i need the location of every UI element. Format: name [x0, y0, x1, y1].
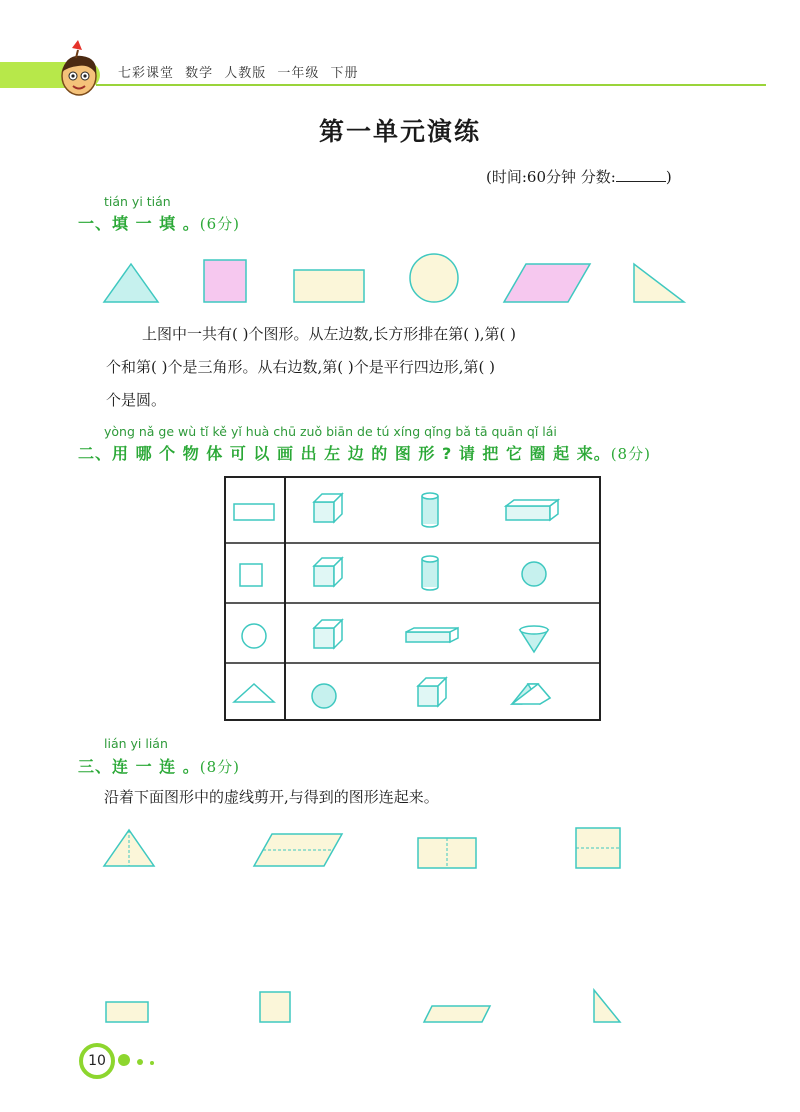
row3-cube-icon — [314, 620, 342, 648]
row1-cylinder-icon — [422, 493, 438, 527]
row2-square-shape — [240, 564, 262, 586]
page-dots-icon — [116, 1050, 166, 1070]
row1-cuboid-icon — [506, 500, 558, 520]
header-line — [96, 84, 766, 86]
dashed-square-shape — [576, 828, 620, 868]
result-right-triangle-shape — [594, 990, 620, 1022]
triangle-shape — [104, 264, 158, 302]
page-title: 第一单元演练 — [318, 117, 481, 146]
dashed-rectangle-shape — [418, 838, 476, 868]
section3-score: (8分) — [199, 758, 240, 776]
square-shape — [204, 260, 246, 302]
section3-heading — [78, 754, 240, 777]
section2-pinyin: yòng nǎ ge wù tǐ kě yǐ huà chū zuǒ biān de tú xíng qǐng bǎ tā quān qǐ lái — [104, 424, 557, 439]
result-parallelogram-shape — [424, 1006, 490, 1022]
row2-cube-icon — [314, 558, 342, 586]
section1-text — [106, 318, 516, 417]
dashed-triangle-shape — [104, 830, 154, 866]
row3-circle-shape — [242, 624, 266, 648]
parallelogram-shape — [504, 264, 590, 302]
row1-cube-icon — [314, 494, 342, 522]
page-number-badge — [78, 1042, 116, 1080]
result-square-shape — [260, 992, 290, 1022]
section1-shapes — [90, 250, 700, 310]
section3-bottom-shapes — [90, 984, 650, 1030]
section1-text-line-2: 个和第( )个是三角形。从右边数,第( )个是平行四边形,第( ) — [106, 358, 495, 376]
mascot-icon — [52, 36, 106, 98]
section1-text-line-3: 个是圆。 — [106, 391, 167, 409]
section1-pinyin: tián yi tián — [104, 194, 171, 209]
section2-heading-text: 二、用 哪 个 物 体 可 以 画 出 左 边 的 图 形 ? 请 把 它 圈 起 来。 — [78, 444, 611, 463]
section2-table — [224, 476, 602, 722]
row4-sphere-icon — [312, 684, 336, 708]
section2-score: (8分) — [610, 445, 651, 463]
time-score-label: (时间:60分钟 分数: — [486, 168, 616, 186]
row2-cylinder-icon — [422, 556, 438, 590]
dashed-parallelogram-shape — [254, 834, 342, 866]
section3-pinyin: lián yi lián — [104, 736, 168, 751]
rectangle-shape — [294, 270, 364, 302]
section1-text-line-1: 上图中一共有( )个图形。从左边数,长方形排在第( ),第( ) — [142, 325, 516, 343]
right-triangle-shape — [634, 264, 684, 302]
section3-instruction: 沿着下面图形中的虚线剪开,与得到的图形连起来。 — [104, 788, 439, 806]
header-text: 七彩课堂 数学 人教版 一年级 下册 — [118, 66, 359, 81]
row1-rectangle-shape — [234, 504, 274, 520]
circle-shape — [410, 254, 458, 302]
row2-sphere-icon — [522, 562, 546, 586]
section1-score: (6分) — [199, 215, 240, 233]
section2-heading — [78, 441, 651, 464]
section1-heading — [78, 211, 240, 234]
section3-heading-text: 三、连 一 连 。 — [78, 757, 200, 776]
section1-heading-text: 一、填 一 填 。 — [78, 214, 200, 233]
exam-info — [486, 166, 672, 187]
row4-cube-icon — [418, 678, 446, 706]
exam-info-close: ) — [665, 168, 672, 186]
section3-top-shapes — [90, 820, 650, 880]
score-blank[interactable] — [616, 167, 666, 182]
result-rectangle-shape — [106, 1002, 148, 1022]
page-number: 10 — [88, 1053, 106, 1069]
row3-flat-cuboid-icon — [406, 628, 458, 642]
